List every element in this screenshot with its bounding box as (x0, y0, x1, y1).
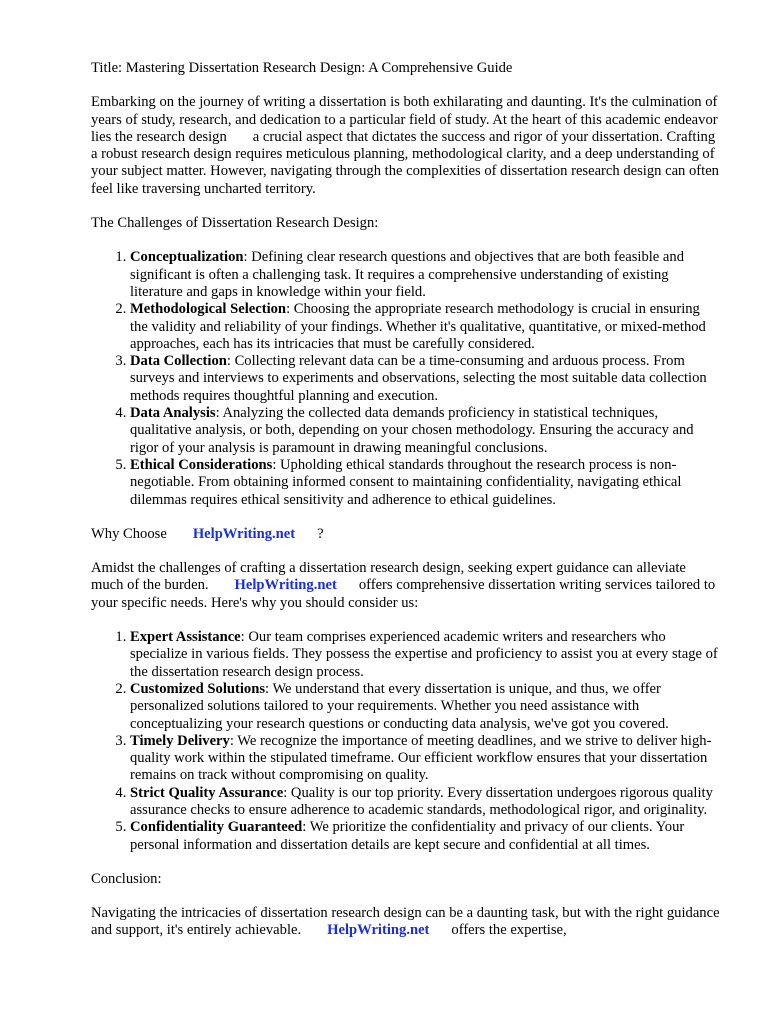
challenges-list (91, 249, 721, 508)
conclusion-text-part1: Navigating the intricacies of dissertation research design can be a daunting task, but with the right guidance and support, it's entirely achievable. (91, 905, 720, 939)
list-item (130, 629, 721, 681)
list-item-term: Strict Quality Assurance (130, 784, 284, 801)
challenges-heading: The Challenges of Dissertation Research Design: (91, 215, 379, 232)
document-title: Title: Mastering Dissertation Research Design: A Comprehensive Guide (91, 60, 513, 76)
list-item-term: Data Analysis (130, 405, 216, 422)
list-item-text: : We prioritize the confidentiality and privacy of our clients. Your personal information and dissertation details are kept secure and confidential at all times. (130, 819, 685, 853)
helpwriting-link[interactable]: HelpWriting.net (327, 922, 430, 939)
list-item (130, 457, 721, 509)
list-item-text: : Collecting relevant data can be a time-consuming and arduous process. From surveys and interviews to experiments and observations, selecting the most suitable data collection methods requires thoughtful planning and execution. (130, 353, 707, 404)
amidst-text-part1: Amidst the challenges of crafting a dissertation research design, seeking expert guidance can alleviate much of the burden. (91, 560, 686, 594)
reasons-list (91, 629, 721, 854)
list-item-text: : Analyzing the collected data demands proficiency in statistical techniques, qualitative analysis, or both, depending on your chosen methodology. Ensuring the accuracy and rigor of your analysis is paramount in drawing meaningful conclusions. (130, 405, 694, 456)
list-item-text: : Defining clear research questions and objectives that are both feasible and significant is often a challenging task. It requires a comprehensive understanding of existing literature and gaps in knowledge within your field. (130, 249, 684, 300)
list-item-text: : We understand that every dissertation is unique, and thus, we offer personalized solutions tailored to your requirements. Whether you need assistance with conceptualizing your research questions or conducting data analysis, we've got you covered. (130, 680, 669, 732)
list-item (130, 301, 721, 353)
list-item-term: Methodological Selection (130, 301, 287, 318)
conclusion-paragraph (91, 905, 721, 940)
document-page (91, 60, 721, 957)
list-item-term: Expert Assistance (130, 629, 241, 646)
why-choose-suffix: ? (317, 525, 324, 542)
list-item (130, 733, 721, 785)
list-item-text: : We recognize the importance of meeting deadlines, and we strive to deliver high-quality work within the stipulated timeframe. Our efficient workflow ensures that your dissertation remains on track without compromising on quality. (130, 732, 712, 784)
list-item-term: Conceptualization (130, 249, 244, 266)
intro-paragraph (91, 94, 721, 198)
list-item-term: Timely Delivery (130, 732, 230, 749)
list-item-text: : Quality is our top priority. Every dissertation undergoes rigorous quality assurance checks to ensure adherence to academic standards, methodological rigor, and originality. (130, 784, 713, 818)
conclusion-text-part2: offers the expertise, (451, 922, 567, 939)
list-item (130, 353, 721, 405)
list-item-term: Customized Solutions (130, 680, 266, 697)
list-item-term: Confidentiality Guaranteed (130, 819, 303, 836)
list-item (130, 819, 721, 854)
list-item-term: Data Collection (130, 353, 227, 370)
helpwriting-link[interactable]: HelpWriting.net (234, 577, 337, 594)
list-item-text: : Our team comprises experienced academic writers and researchers who specialize in various fields. They possess the expertise and proficiency to assist you at every stage of the dissertation research design process. (130, 629, 718, 680)
helpwriting-link[interactable]: HelpWriting.net (192, 525, 296, 542)
intro-text-part1: Embarking on the journey of writing a dissertation is both exhilarating and daunting. It's the culmination of years of study, research, and dedication to a particular field of study. At the heart of this academic endeavor lies the research design (91, 94, 718, 145)
list-item-text: : Upholding ethical standards throughout the research process is non-negotiable. From obtaining informed consent to maintaining confidentiality, navigating ethical dilemmas requires ethical sensitivity and adherence to ethical guidelines. (130, 456, 682, 508)
list-item (130, 785, 721, 820)
amidst-text-part2: offers comprehensive dissertation writing services tailored to your specific needs. Here's why you should consider us: (91, 577, 716, 611)
list-item (130, 405, 721, 457)
why-choose-prefix: Why Choose (91, 525, 167, 542)
list-item-text: : Choosing the appropriate research methodology is crucial in ensuring the validity and reliability of your findings. Whether it's qualitative, quantitative, or mixed-method approaches, each has its intricacies that must be carefully considered. (130, 301, 706, 352)
list-item-term: Ethical Considerations (130, 456, 273, 473)
why-choose-heading (91, 526, 721, 543)
list-item (130, 681, 721, 733)
amidst-paragraph (91, 560, 721, 612)
list-item (130, 249, 721, 301)
conclusion-heading: Conclusion: (91, 870, 162, 887)
intro-text-part2: a crucial aspect that dictates the success and rigor of your dissertation. Crafting a robust research design requires meticulous planning, methodological clarity, and a deep understanding of your subject matter. However, navigating through the complexities of dissertation research design can often feel like traversing uncharted territory. (91, 128, 719, 197)
